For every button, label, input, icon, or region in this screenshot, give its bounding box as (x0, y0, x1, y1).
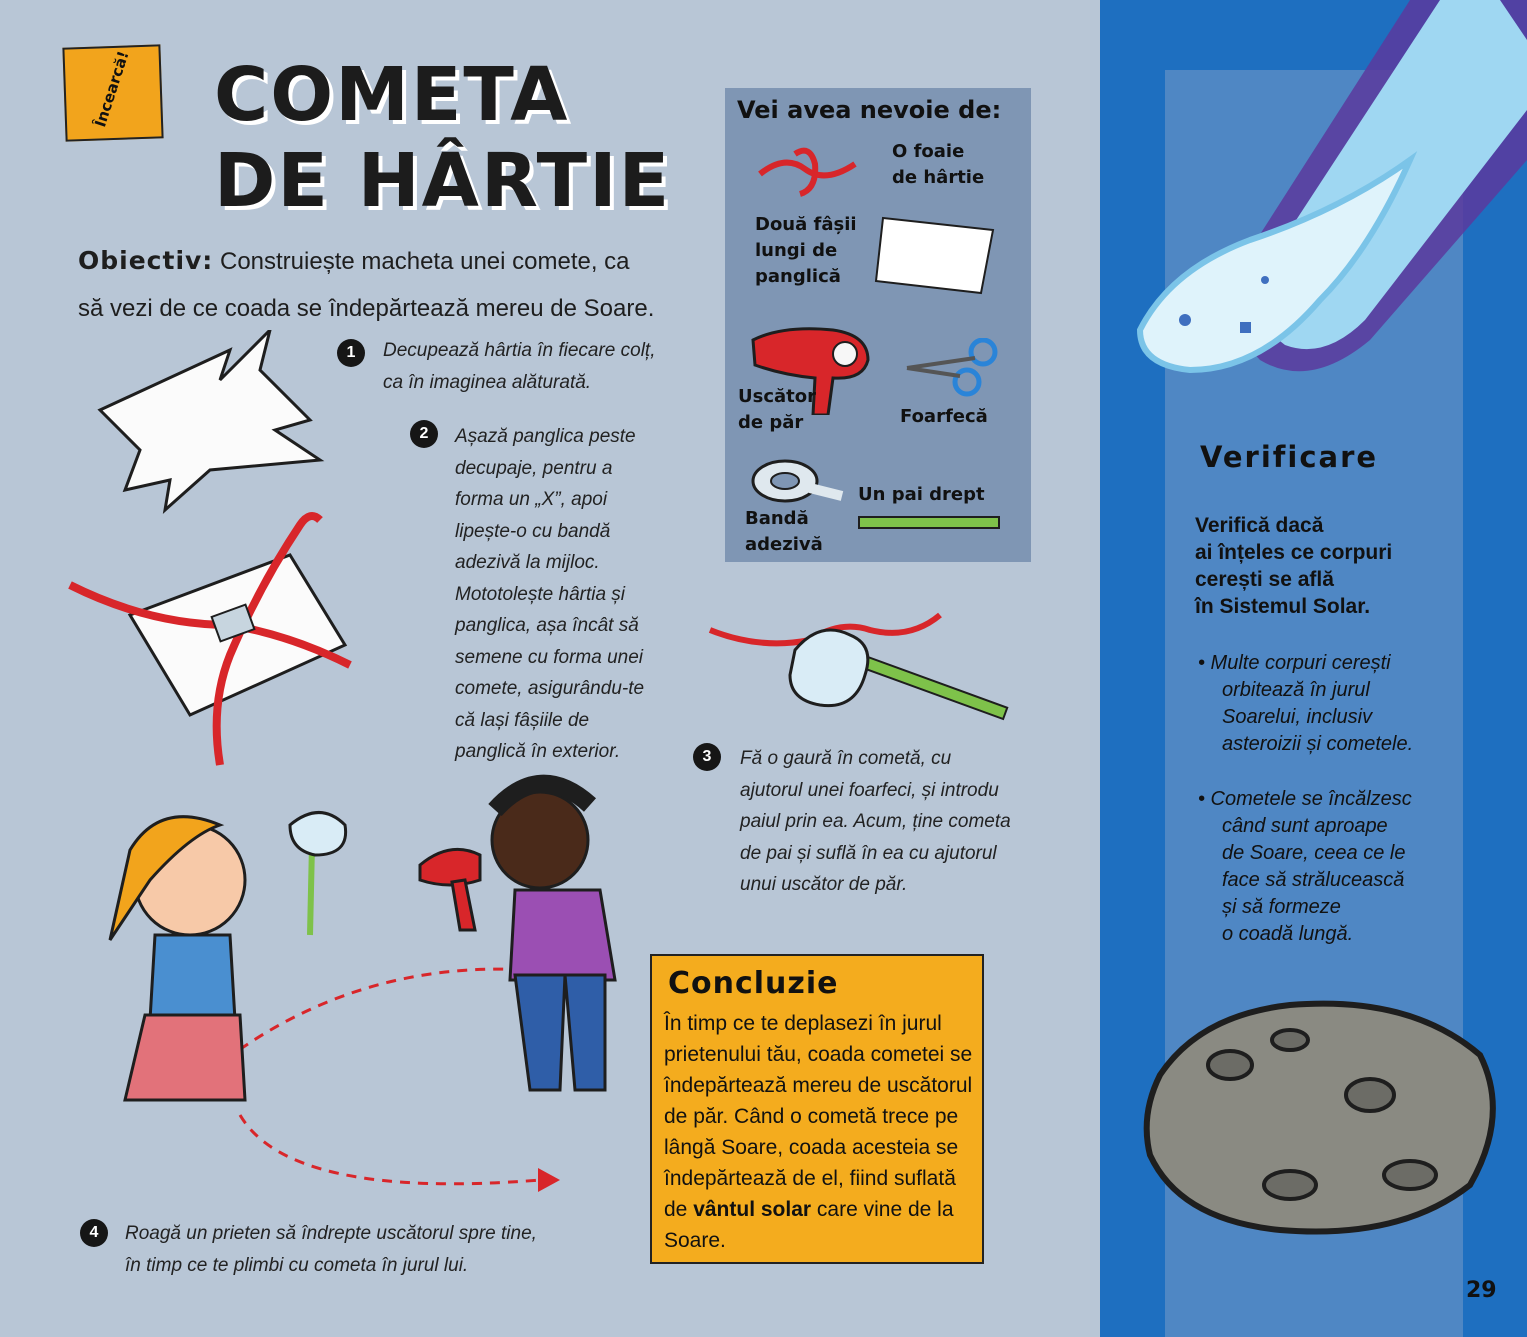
check-title: Verificare (1200, 440, 1379, 474)
scissors-label: Foarfecă (900, 406, 988, 427)
scissors-icon (905, 338, 1005, 398)
step-line: Mototolește hârtia și (455, 583, 626, 605)
step-1-text (383, 335, 656, 398)
step-line: de pai și suflă în ea cu ajutorul (740, 842, 997, 864)
step-4-text (125, 1218, 537, 1281)
step-line: lipește-o cu bandă (455, 520, 611, 542)
bullet-line: de Soare, ceea ce le (1222, 842, 1406, 864)
asteroid-illustration (1140, 995, 1505, 1240)
conclusion-text-after: care vine de la Soare. (664, 1198, 954, 1252)
step-2-number: 2 (410, 420, 438, 448)
intro-line: Verifică dacă (1195, 514, 1324, 537)
step-line: unui uscător de păr. (740, 874, 908, 895)
label-line: lungi de (755, 240, 838, 261)
step-line: că lași fâșiile de (455, 709, 590, 731)
step-2-text (455, 421, 644, 768)
bullet-line: când sunt aproape (1222, 815, 1388, 837)
straw-icon (857, 514, 1002, 532)
check-intro (1195, 512, 1435, 620)
objective-label: Obiectiv: (78, 246, 214, 275)
check-bullet-1 (1198, 650, 1448, 758)
bullet-line: o coadă lungă. (1222, 923, 1354, 945)
conclusion-box (650, 954, 984, 1264)
label-line: panglică (755, 266, 841, 287)
tape-label (745, 506, 823, 558)
paper-label (892, 139, 984, 191)
comet-illustration (1110, 0, 1527, 420)
step-line: decupaje, pentru a (455, 457, 613, 479)
step-line: ca în imaginea alăturată. (383, 371, 592, 393)
intro-line: cerești se află (1195, 568, 1334, 591)
label-line: de păr (738, 412, 804, 433)
ribbon-icon (755, 144, 860, 199)
conclusion-text (664, 1008, 974, 1256)
page-title (214, 52, 694, 224)
materials-title: Vei avea nevoie de: (737, 96, 1002, 124)
label-line: O foaie (892, 141, 965, 162)
title-line-2: DE HÂRTIE (214, 138, 672, 224)
label-line: Bandă (745, 508, 809, 529)
check-bullet-2 (1198, 786, 1448, 948)
intro-line: ai înțeles ce corpuri (1195, 541, 1393, 564)
step-line: Așază panglica peste (455, 426, 636, 447)
try-it-badge (62, 44, 163, 141)
page-number: 29 (1466, 1278, 1497, 1303)
step-4-number: 4 (80, 1219, 108, 1247)
label-line: adezivă (745, 534, 823, 555)
objective-line-2: să vezi de ce coada se îndepărtează mereu de Soare. (78, 295, 655, 322)
paper-sheet-icon (873, 208, 998, 298)
bullet-line: face să strălucească (1222, 869, 1405, 891)
step-line: în timp ce te plimbi cu cometa în jurul lui. (125, 1254, 469, 1276)
title-line-1: COMETA (214, 52, 570, 138)
step-3-number: 3 (693, 743, 721, 771)
ribbon-paper-illustration (60, 505, 410, 770)
conclusion-text-before: În timp ce te deplasezi în jurul prietenului tău, coada cometei se îndepărtează mereu de uscătorul de păr. Când o cometă trece pe lângă Soare, coada acesteia se îndepărtează de el, fiind suflată de (664, 1012, 973, 1221)
kids-illustration (60, 770, 660, 1200)
label-line: de hârtie (892, 167, 985, 188)
objective (78, 238, 698, 332)
ribbon-label (755, 212, 857, 290)
bullet-line: și să formeze (1222, 896, 1341, 918)
step-line: ajutorul unei foarfeci, și introdu (740, 779, 999, 801)
label-line: Uscător (738, 386, 816, 407)
label-line: Două fâșii (755, 214, 857, 235)
step-line: adezivă la mijloc. (455, 552, 600, 573)
step-line: Roagă un prieten să îndrepte uscătorul spre tine, (125, 1223, 537, 1244)
step-line: Fă o gaură în cometă, cu (740, 748, 952, 769)
cut-paper-illustration (90, 330, 330, 520)
conclusion-bold: vântul solar (693, 1198, 812, 1221)
bullet-line: • Cometele se încălzesc (1198, 788, 1412, 810)
step-line: panglica, așa încât să (455, 615, 639, 636)
intro-line: în Sistemul Solar. (1195, 595, 1371, 618)
conclusion-title: Concluzie (668, 966, 839, 1001)
bullet-line: orbitează în jurul (1222, 679, 1370, 701)
materials-box (725, 88, 1031, 562)
step-line: forma un „X”, apoi (455, 489, 608, 510)
straw-label: Un pai drept (858, 484, 985, 505)
tape-icon (750, 456, 845, 506)
step-line: paiul prin ea. Acum, ține cometa (740, 811, 1011, 832)
badge-label: Încearcă! (91, 48, 133, 130)
step-line: panglică în exterior. (455, 741, 621, 762)
step-1-number: 1 (337, 339, 365, 367)
crumpled-comet-illustration (700, 600, 1010, 730)
step-3-text (740, 743, 1011, 901)
objective-line-1: Construiește macheta unei comete, ca (213, 248, 630, 275)
bullet-line: • Multe corpuri cerești (1198, 652, 1391, 674)
bullet-line: asteroizii și cometele. (1222, 733, 1414, 755)
step-line: Decupează hârtia în fiecare colț, (383, 340, 656, 361)
dryer-label (738, 384, 816, 436)
step-line: comete, asigurându-te (455, 678, 645, 699)
step-line: semene cu forma unei (455, 646, 643, 668)
bullet-line: Soarelui, inclusiv (1222, 706, 1373, 728)
